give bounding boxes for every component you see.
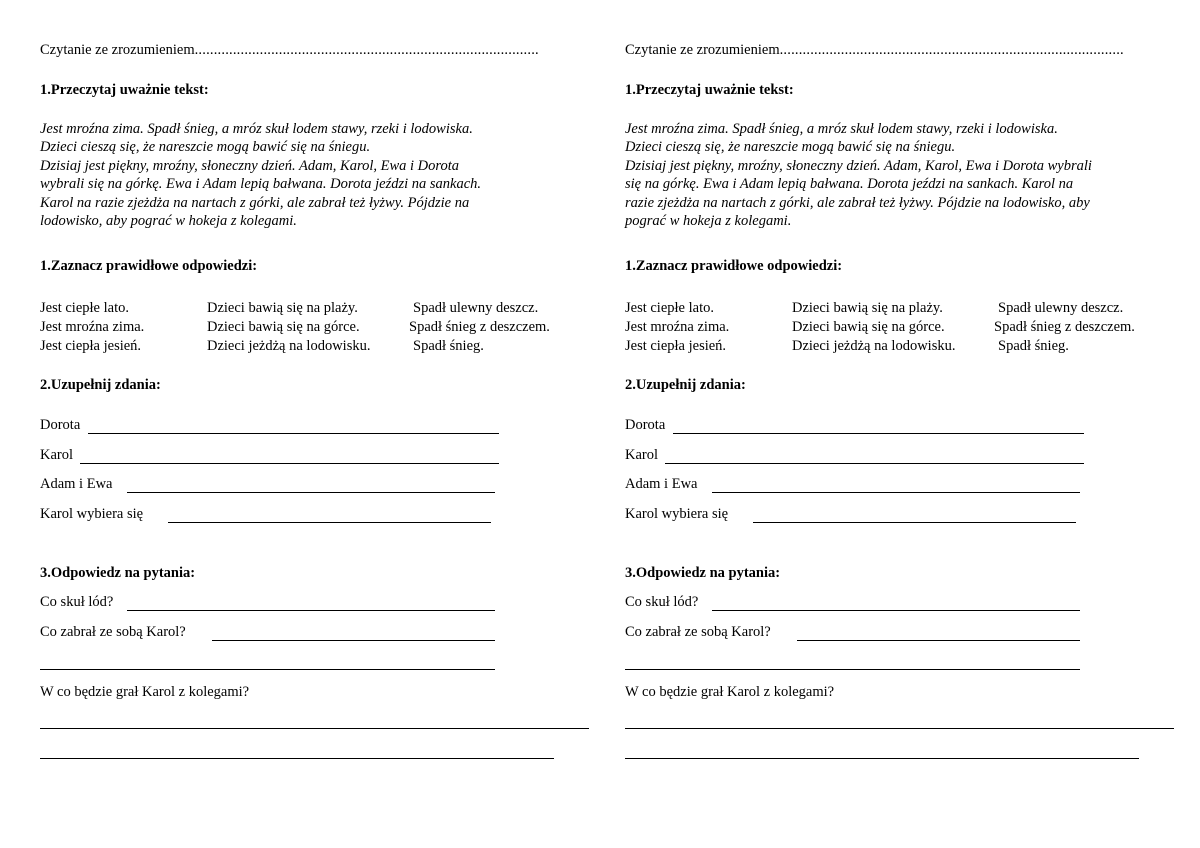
fill-prompt-dorota: Dorota — [40, 417, 81, 433]
story-line: Karol na razie zjeżdża na nartach z górki, ale zabrał też łyżwy. Pójdzie na — [40, 194, 470, 211]
story-line: pograć w hokeja z kolegami. — [625, 213, 792, 230]
option-activity-2[interactable]: Dzieci bawią się na górce. — [792, 319, 945, 335]
story-text — [625, 120, 1165, 230]
header-title: Czytanie ze zrozumieniem — [625, 42, 780, 58]
task2-heading: 1.Zaznacz prawidłowe odpowiedzi: — [625, 258, 843, 274]
fill-prompt-karol-wybiera: Karol wybiera się — [40, 506, 144, 522]
fill-line-adam-ewa[interactable] — [712, 492, 1080, 493]
option-season-1[interactable]: Jest ciepłe lato. — [625, 300, 714, 316]
task3-heading: 2.Uzupełnij zdania: — [40, 377, 161, 393]
fill-line-adam-ewa[interactable] — [127, 492, 495, 493]
worksheet-left — [40, 0, 600, 848]
task1-heading: 1.Przeczytaj uważnie tekst: — [625, 82, 794, 98]
story-line: Dzieci cieszą się, że nareszcie mogą bawić się na śniegu. — [625, 139, 956, 156]
option-weather-3[interactable]: Spadł śnieg. — [413, 338, 484, 354]
fill-prompt-karol: Karol — [40, 447, 74, 463]
answer-line-1[interactable] — [712, 610, 1080, 611]
answer-line-3b[interactable] — [40, 758, 554, 759]
option-weather-2[interactable]: Spadł śnieg z deszczem. — [994, 319, 1135, 335]
story-line: wybrali się na górkę. Ewa i Adam lepią bałwana. Dorota jeździ na sankach. — [40, 176, 482, 193]
task3-heading: 2.Uzupełnij zdania: — [625, 377, 746, 393]
answer-line-2[interactable] — [212, 640, 495, 641]
answer-line-2b[interactable] — [40, 669, 495, 670]
option-season-3[interactable]: Jest ciepła jesień. — [40, 338, 142, 354]
question-1: Co skuł lód? — [40, 594, 114, 610]
fill-prompt-karol: Karol — [625, 447, 659, 463]
fill-line-karol-wybiera[interactable] — [168, 522, 491, 523]
answer-line-2[interactable] — [797, 640, 1080, 641]
option-weather-1[interactable]: Spadł ulewny deszcz. — [998, 300, 1124, 316]
option-activity-3[interactable]: Dzieci jeżdżą na lodowisku. — [792, 338, 956, 354]
question-3: W co będzie grał Karol z kolegami? — [625, 684, 835, 700]
question-2: Co zabrał ze sobą Karol? — [625, 624, 771, 640]
story-line: razie zjeżdża na nartach z górki, ale zabrał też łyżwy. Pójdzie na lodowisko, aby — [625, 194, 1090, 211]
header-dots: .......................................................................................... — [779, 42, 1124, 58]
option-season-3[interactable]: Jest ciepła jesień. — [625, 338, 727, 354]
story-line: Dzisiaj jest piękny, mroźny, słoneczny dzień. Adam, Karol, Ewa i Dorota wybrali — [625, 157, 1092, 174]
option-activity-1[interactable]: Dzieci bawią się na plaży. — [207, 300, 358, 316]
fill-prompt-karol-wybiera: Karol wybiera się — [625, 506, 729, 522]
option-weather-1[interactable]: Spadł ulewny deszcz. — [413, 300, 539, 316]
answer-line-2b[interactable] — [625, 669, 1080, 670]
task1-heading: 1.Przeczytaj uważnie tekst: — [40, 82, 209, 98]
story-line: Jest mroźna zima. Spadł śnieg, a mróz skuł lodem stawy, rzeki i lodowiska. — [40, 121, 473, 137]
answer-line-1[interactable] — [127, 610, 495, 611]
worksheet-header — [625, 42, 1124, 59]
story-line: Jest mroźna zima. Spadł śnieg, a mróz skuł lodem stawy, rzeki i lodowiska. — [625, 121, 1058, 137]
answer-line-3a[interactable] — [40, 728, 589, 729]
answer-line-3b[interactable] — [625, 758, 1139, 759]
option-activity-2[interactable]: Dzieci bawią się na górce. — [207, 319, 360, 335]
fill-line-karol[interactable] — [665, 463, 1084, 464]
fill-prompt-adam-ewa: Adam i Ewa — [625, 476, 698, 492]
option-weather-2[interactable]: Spadł śnieg z deszczem. — [409, 319, 550, 335]
question-3: W co będzie grał Karol z kolegami? — [40, 684, 250, 700]
fill-prompt-adam-ewa: Adam i Ewa — [40, 476, 113, 492]
task4-heading: 3.Odpowiedz na pytania: — [40, 565, 196, 581]
fill-line-karol-wybiera[interactable] — [753, 522, 1076, 523]
option-season-2[interactable]: Jest mroźna zima. — [625, 319, 730, 335]
worksheet-header — [40, 42, 539, 59]
story-line: Dzieci cieszą się, że nareszcie mogą bawić się na śniegu. — [40, 139, 371, 156]
fill-line-karol[interactable] — [80, 463, 499, 464]
story-line: lodowisko, aby pograć w hokeja z kolegami. — [40, 213, 297, 230]
option-activity-1[interactable]: Dzieci bawią się na plaży. — [792, 300, 943, 316]
fill-line-dorota[interactable] — [88, 433, 499, 434]
header-title: Czytanie ze zrozumieniem — [40, 42, 195, 58]
answer-line-3a[interactable] — [625, 728, 1174, 729]
task2-heading: 1.Zaznacz prawidłowe odpowiedzi: — [40, 258, 258, 274]
fill-prompt-dorota: Dorota — [625, 417, 666, 433]
option-season-2[interactable]: Jest mroźna zima. — [40, 319, 145, 335]
option-season-1[interactable]: Jest ciepłe lato. — [40, 300, 129, 316]
header-dots: .......................................................................................... — [194, 42, 539, 58]
story-line: się na górkę. Ewa i Adam lepią bałwana. Dorota jeździ na sankach. Karol na — [625, 176, 1074, 193]
option-activity-3[interactable]: Dzieci jeżdżą na lodowisku. — [207, 338, 371, 354]
story-line: Dzisiaj jest piękny, mroźny, słoneczny dzień. Adam, Karol, Ewa i Dorota — [40, 157, 460, 174]
question-1: Co skuł lód? — [625, 594, 699, 610]
worksheet-right — [625, 0, 1185, 848]
fill-line-dorota[interactable] — [673, 433, 1084, 434]
option-weather-3[interactable]: Spadł śnieg. — [998, 338, 1069, 354]
question-2: Co zabrał ze sobą Karol? — [40, 624, 186, 640]
task4-heading: 3.Odpowiedz na pytania: — [625, 565, 781, 581]
story-text — [40, 120, 580, 230]
